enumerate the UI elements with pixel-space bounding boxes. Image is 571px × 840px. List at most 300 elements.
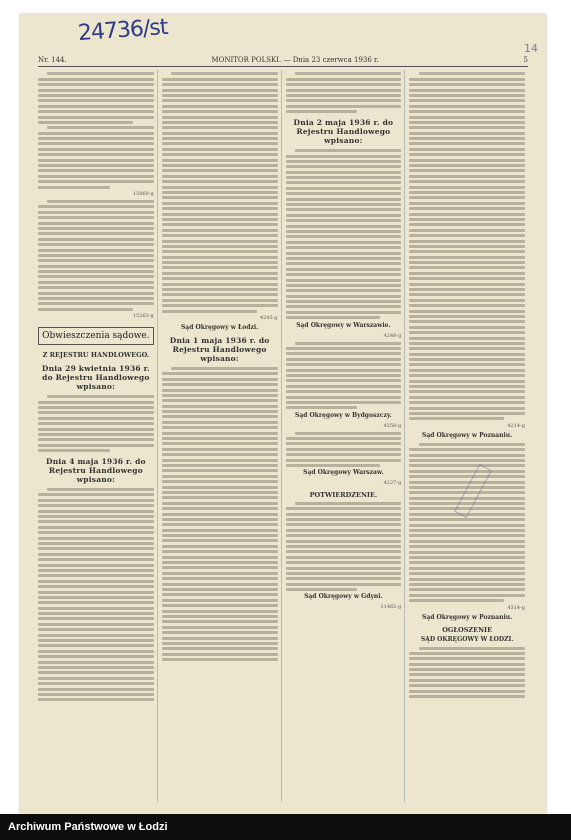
text-line	[47, 126, 154, 129]
text-line	[409, 288, 525, 291]
text-line	[162, 105, 278, 108]
text-line	[38, 601, 154, 604]
text-line	[409, 668, 525, 671]
text-line	[162, 94, 278, 97]
text-line	[409, 186, 525, 189]
text-line	[38, 132, 154, 135]
text-line	[162, 137, 278, 140]
text-line	[38, 270, 154, 273]
text-line	[286, 94, 402, 97]
publication-date: — Dnia 23 czerwca 1936 r.	[283, 56, 379, 64]
text-line	[409, 175, 525, 178]
text-line	[162, 288, 278, 291]
text-line	[409, 266, 525, 269]
text-line	[409, 594, 525, 597]
handwritten-catalog-number: 24736/st	[77, 14, 169, 47]
text-line	[162, 593, 278, 596]
text-line	[409, 250, 525, 253]
text-line	[162, 426, 278, 429]
issue-number: Nr. 144.	[38, 56, 67, 64]
text-line	[409, 256, 525, 259]
text-line	[419, 443, 526, 446]
text-line	[286, 401, 402, 404]
text-line	[162, 256, 278, 259]
text-line	[409, 240, 525, 243]
text-line	[38, 449, 110, 452]
notice-signature: 4258-g	[383, 422, 402, 429]
text-line	[162, 507, 278, 510]
text-line	[286, 311, 402, 314]
text-line	[162, 229, 278, 232]
text-line	[38, 94, 154, 97]
text-line	[409, 310, 525, 313]
publication-title: MONITOR POLSKI.	[211, 56, 282, 64]
text-line	[286, 556, 402, 559]
text-line	[38, 666, 154, 669]
text-line	[38, 526, 154, 529]
text-line	[162, 261, 278, 264]
text-line	[286, 369, 402, 372]
text-line	[409, 417, 504, 420]
text-line	[162, 604, 278, 607]
text-line	[162, 383, 278, 386]
text-line	[38, 493, 154, 496]
text-line	[286, 192, 402, 195]
text-line	[162, 116, 278, 119]
text-line	[409, 164, 525, 167]
text-line	[162, 234, 278, 237]
text-line	[38, 116, 154, 119]
text-columns	[38, 70, 528, 802]
text-line	[409, 169, 525, 172]
text-line	[286, 534, 402, 537]
text-line	[38, 137, 154, 140]
text-line	[409, 83, 525, 86]
text-line	[409, 561, 525, 564]
column-2	[162, 70, 282, 802]
text-line	[286, 437, 402, 440]
text-line	[409, 105, 525, 108]
text-line	[162, 89, 278, 92]
text-line	[171, 367, 278, 370]
text-line	[419, 72, 526, 75]
text-line	[162, 175, 278, 178]
text-line	[162, 642, 278, 645]
text-line	[409, 326, 525, 329]
text-line	[38, 682, 154, 685]
text-line	[162, 534, 278, 537]
text-line	[409, 695, 525, 698]
text-line	[162, 561, 278, 564]
text-line	[409, 572, 525, 575]
text-line	[409, 407, 525, 410]
text-line	[38, 422, 154, 425]
section-title: Obwieszczenia sądowe.	[38, 327, 154, 345]
text-line	[286, 273, 402, 276]
text-line	[295, 432, 402, 435]
text-line	[38, 510, 154, 513]
text-line	[162, 529, 278, 532]
text-line	[286, 358, 402, 361]
text-line	[286, 442, 402, 445]
text-line	[409, 390, 525, 393]
text-line	[162, 480, 278, 483]
text-line	[286, 284, 402, 287]
text-line	[38, 159, 154, 162]
notice-signature: 4314-g	[507, 604, 525, 611]
text-line	[286, 105, 402, 108]
text-line	[38, 428, 154, 431]
text-line	[409, 223, 525, 226]
text-line	[38, 531, 154, 534]
text-line	[409, 207, 525, 210]
text-line	[38, 553, 154, 556]
text-line	[38, 99, 154, 102]
text-line	[286, 385, 402, 388]
text-line	[409, 459, 525, 462]
text-line	[162, 277, 278, 280]
text-line	[38, 677, 154, 680]
text-line	[409, 304, 525, 307]
text-line	[286, 198, 402, 201]
text-line	[409, 385, 525, 388]
text-line	[286, 583, 402, 586]
text-line	[38, 169, 154, 172]
text-line	[409, 320, 525, 323]
text-line	[162, 142, 278, 145]
text-line	[286, 241, 402, 244]
text-line	[286, 406, 358, 409]
text-line	[286, 83, 402, 86]
text-line	[409, 299, 525, 302]
text-line	[409, 464, 525, 467]
text-line	[162, 453, 278, 456]
text-line	[162, 250, 278, 253]
text-line	[162, 164, 278, 167]
text-line	[47, 488, 154, 491]
text-line	[162, 566, 278, 569]
text-line	[162, 421, 278, 424]
notice-signature: 4248-g	[383, 332, 402, 339]
text-line	[419, 647, 526, 650]
text-line	[162, 126, 278, 129]
text-line	[162, 583, 278, 586]
text-line	[38, 83, 154, 86]
text-line	[38, 564, 154, 567]
text-line	[38, 142, 154, 145]
text-line	[38, 265, 154, 268]
text-line	[286, 550, 402, 553]
text-line	[286, 187, 402, 190]
text-line	[47, 72, 154, 75]
text-line	[286, 165, 402, 168]
text-line	[38, 591, 154, 594]
text-line	[409, 673, 525, 676]
text-line	[286, 453, 402, 456]
text-line	[409, 380, 525, 383]
text-line	[409, 583, 525, 586]
text-line	[286, 305, 402, 308]
notice-signature: 15263-g	[132, 313, 154, 320]
text-line	[286, 110, 358, 113]
text-line	[162, 186, 278, 189]
text-line	[162, 191, 278, 194]
text-line	[38, 499, 154, 502]
text-line	[38, 537, 154, 540]
text-line	[409, 137, 525, 140]
text-line	[286, 540, 402, 543]
text-line	[162, 283, 278, 286]
text-line	[162, 631, 278, 634]
text-line	[38, 417, 154, 420]
text-line	[38, 634, 154, 637]
text-line	[286, 379, 402, 382]
text-line	[38, 286, 154, 289]
text-line	[162, 266, 278, 269]
registry-title: Z REJESTRU HANDLOWEGO.	[42, 351, 150, 360]
text-line	[409, 684, 525, 687]
court-name: Sąd Okręgowy w Gdyni.	[304, 593, 383, 601]
text-line	[162, 405, 278, 408]
column-3	[286, 70, 406, 802]
text-line	[286, 352, 402, 355]
text-line	[286, 89, 402, 92]
text-line	[162, 389, 278, 392]
text-line	[409, 518, 525, 521]
text-line	[38, 275, 154, 278]
text-line	[286, 577, 402, 580]
text-line	[162, 372, 278, 375]
text-line	[409, 529, 525, 532]
text-line	[38, 89, 154, 92]
text-line	[162, 599, 278, 602]
court-name: Sąd Okręgowy Warszaw.	[303, 469, 384, 477]
text-line	[409, 556, 525, 559]
text-line	[162, 148, 278, 151]
text-line	[409, 470, 525, 473]
text-line	[286, 246, 402, 249]
text-line	[286, 214, 402, 217]
text-line	[47, 200, 154, 203]
text-line	[162, 658, 278, 661]
text-line	[162, 588, 278, 591]
text-line	[162, 615, 278, 618]
text-line	[286, 155, 402, 158]
text-line	[286, 176, 402, 179]
text-line	[409, 99, 525, 102]
text-line	[286, 289, 402, 292]
text-line	[409, 89, 525, 92]
text-line	[409, 229, 525, 232]
text-line	[162, 545, 278, 548]
text-line	[286, 374, 402, 377]
text-line	[162, 523, 278, 526]
text-line	[38, 504, 154, 507]
text-line	[286, 257, 402, 260]
publication-date-line	[211, 56, 378, 64]
text-line	[409, 218, 525, 221]
text-line	[409, 331, 525, 334]
text-line	[409, 245, 525, 248]
text-line	[162, 518, 278, 521]
text-line	[38, 515, 154, 518]
text-line	[38, 650, 154, 653]
text-line	[38, 175, 154, 178]
text-line	[286, 507, 402, 510]
text-line	[409, 369, 525, 372]
column-4	[409, 70, 528, 802]
page-number: 5	[523, 56, 528, 64]
text-line	[286, 572, 402, 575]
text-line	[38, 249, 154, 252]
text-line	[409, 578, 525, 581]
text-line	[38, 281, 154, 284]
text-line	[286, 464, 381, 467]
text-line	[162, 620, 278, 623]
text-line	[409, 234, 525, 237]
text-line	[38, 444, 154, 447]
text-line	[162, 502, 278, 505]
column-1	[38, 70, 158, 802]
notice-signature: 11465-g	[380, 604, 402, 611]
text-line	[162, 486, 278, 489]
text-line	[409, 148, 525, 151]
text-line	[162, 213, 278, 216]
text-line	[38, 628, 154, 631]
court-name: Sąd Okręgowy w Poznaniu.	[422, 431, 513, 439]
text-line	[38, 411, 154, 414]
text-line	[162, 410, 278, 413]
text-line	[38, 438, 154, 441]
text-line	[38, 698, 154, 701]
text-line	[409, 412, 525, 415]
text-line	[162, 378, 278, 381]
notice-signature: 4227-g	[383, 480, 402, 487]
text-line	[409, 78, 525, 81]
text-line	[286, 518, 402, 521]
text-line	[162, 196, 278, 199]
text-line	[38, 612, 154, 615]
text-line	[38, 121, 133, 124]
text-line	[409, 283, 525, 286]
text-line	[409, 337, 525, 340]
text-line	[162, 610, 278, 613]
text-line	[286, 208, 402, 211]
text-line	[38, 644, 154, 647]
text-line	[286, 235, 402, 238]
text-line	[409, 132, 525, 135]
text-line	[295, 502, 402, 505]
text-line	[409, 540, 525, 543]
text-line	[162, 310, 257, 313]
text-line	[286, 459, 402, 462]
text-line	[38, 688, 154, 691]
text-line	[162, 153, 278, 156]
text-line	[162, 293, 278, 296]
text-line	[409, 454, 525, 457]
text-line	[162, 491, 278, 494]
text-line	[295, 149, 402, 152]
text-line	[38, 623, 154, 626]
text-line	[38, 547, 154, 550]
text-line	[409, 347, 525, 350]
text-line	[409, 679, 525, 682]
court-name: SĄD OKRĘGOWY W ŁODZI.	[420, 635, 514, 643]
text-line	[162, 202, 278, 205]
text-line	[409, 534, 525, 537]
notice-title: OGŁOSZENIE	[442, 625, 493, 634]
text-line	[38, 693, 154, 696]
notice-signature: 4243-g	[259, 314, 278, 321]
text-line	[38, 227, 154, 230]
text-line	[286, 268, 402, 271]
text-line	[38, 671, 154, 674]
text-line	[38, 308, 133, 311]
registry-heading: Dnia 4 maja 1936 r. do Rejestru Handlowego wpisano:	[46, 457, 146, 485]
text-line	[295, 342, 402, 345]
notice-signature: 15069-g	[132, 190, 154, 197]
text-line	[409, 396, 525, 399]
text-line	[162, 432, 278, 435]
text-line	[38, 153, 154, 156]
text-line	[409, 159, 525, 162]
text-line	[286, 448, 402, 451]
text-line	[409, 94, 525, 97]
text-line	[286, 230, 402, 233]
text-line	[409, 690, 525, 693]
text-line	[286, 561, 402, 564]
text-line	[38, 558, 154, 561]
text-line	[162, 464, 278, 467]
text-line	[286, 252, 402, 255]
text-line	[162, 513, 278, 516]
text-line	[38, 520, 154, 523]
text-line	[409, 567, 525, 570]
text-line	[162, 469, 278, 472]
text-line	[409, 142, 525, 145]
text-line	[162, 180, 278, 183]
text-line	[286, 363, 402, 366]
text-line	[286, 295, 402, 298]
text-line	[162, 647, 278, 650]
text-line	[38, 302, 154, 305]
text-line	[162, 496, 278, 499]
text-line	[162, 304, 278, 307]
text-line	[409, 191, 525, 194]
text-line	[409, 116, 525, 119]
text-line	[38, 661, 154, 664]
text-line	[38, 243, 154, 246]
text-line	[409, 588, 525, 591]
text-line	[162, 550, 278, 553]
text-line	[286, 279, 402, 282]
text-line	[409, 293, 525, 296]
registry-heading: Dnia 29 kwietnia 1936 r. do Rejestru Handlowego wpisano:	[41, 364, 150, 392]
text-line	[38, 639, 154, 642]
text-line	[38, 222, 154, 225]
text-line	[38, 78, 154, 81]
text-line	[409, 652, 525, 655]
notice-title: POTWIERDZENIE.	[309, 491, 378, 500]
text-line	[409, 121, 525, 124]
text-line	[38, 148, 154, 151]
text-line	[286, 390, 402, 393]
text-line	[38, 292, 154, 295]
text-line	[286, 171, 402, 174]
text-line	[286, 513, 402, 516]
text-line	[162, 442, 278, 445]
text-line	[38, 105, 154, 108]
